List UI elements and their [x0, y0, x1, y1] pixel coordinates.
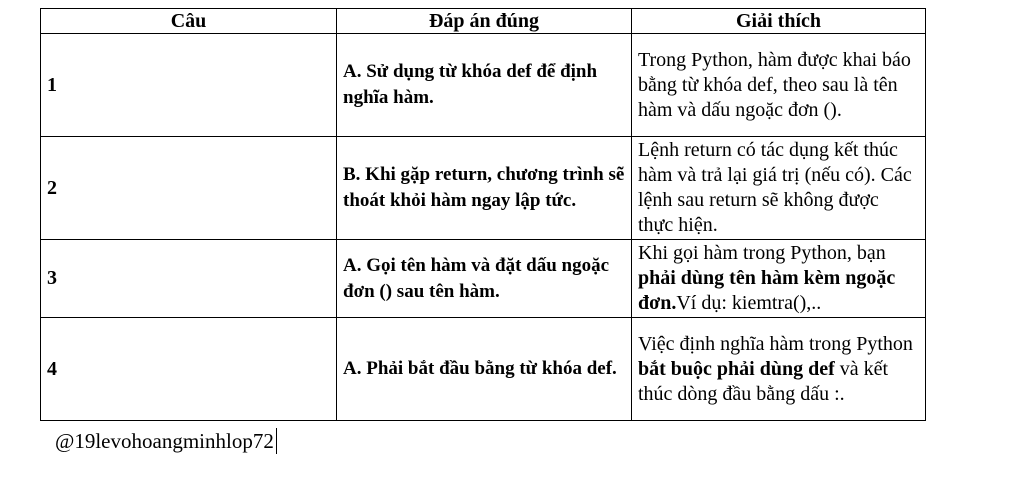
author-signature: @19levohoangminhlop72 — [55, 428, 277, 454]
explanation-text: Lệnh return có tác dụng kết thúc hàm và trả lại giá trị (nếu có). Các lệnh sau return sẽ không được thực hiện. — [638, 139, 912, 236]
table-header-row — [41, 9, 926, 34]
explanation — [632, 240, 926, 318]
table-row — [41, 34, 926, 137]
explanation-text: Việc định nghĩa hàm trong Python — [638, 332, 913, 355]
correct-answer: A. Sử dụng từ khóa def để định nghĩa hàm. — [337, 34, 632, 137]
explanation-bold-text: phải dùng tên hàm kèm ngoặc đơn. — [638, 267, 896, 314]
explanation — [632, 34, 926, 137]
correct-answer: A. Phải bắt đầu bằng từ khóa def. — [337, 318, 632, 421]
correct-answer: B. Khi gặp return, chương trình sẽ thoát khỏi hàm ngay lập tức. — [337, 137, 632, 240]
explanation — [632, 318, 926, 421]
explanation-text: Khi gọi hàm trong Python, bạn — [638, 242, 886, 264]
table-row — [41, 318, 926, 421]
explanation — [632, 137, 926, 240]
table-row — [41, 137, 926, 240]
question-number: 2 — [41, 137, 337, 240]
question-number: 3 — [41, 240, 337, 318]
header-dap-an: Đáp án đúng — [337, 9, 632, 34]
header-giai-thich: Giải thích — [632, 9, 926, 34]
question-number: 1 — [41, 34, 337, 137]
explanation-text: và kết thúc dòng đầu bằng dấu :. — [638, 357, 889, 405]
header-cau: Câu — [41, 9, 337, 34]
explanation-bold-text: bắt buộc phải dùng def — [638, 357, 835, 380]
explanation-text: Trong Python, hàm được khai báo bằng từ khóa def, theo sau là tên hàm và dấu ngoặc đơn (). — [638, 48, 911, 121]
question-number: 4 — [41, 318, 337, 421]
explanation-text: Ví dụ: kiemtra(),.. — [676, 292, 822, 314]
table-row — [41, 240, 926, 318]
correct-answer: A. Gọi tên hàm và đặt dấu ngoặc đơn () sau tên hàm. — [337, 240, 632, 318]
answer-table — [40, 8, 926, 421]
